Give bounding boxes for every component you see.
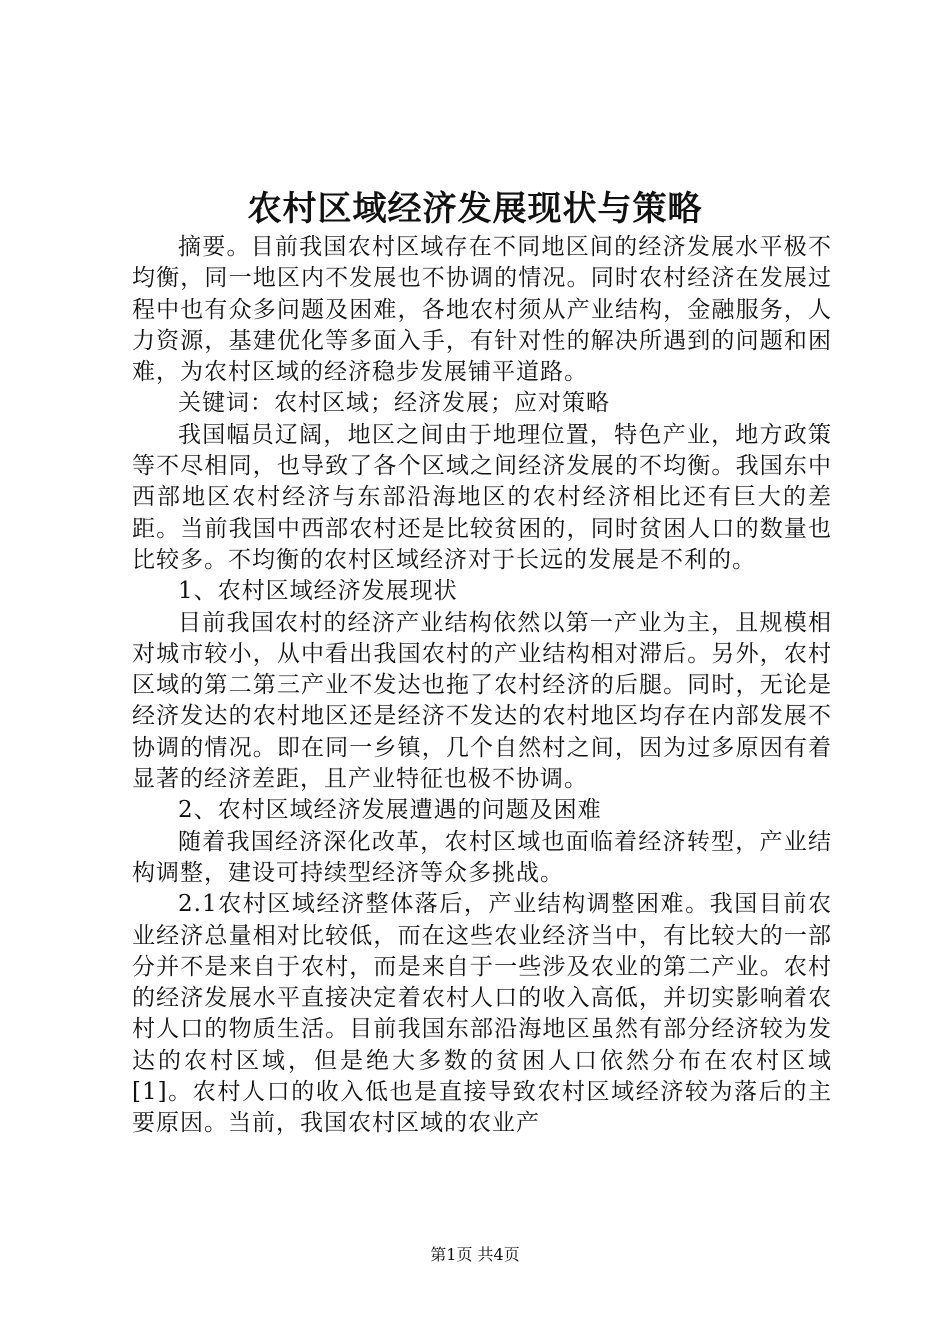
- page-number-footer: 第1页 共4页: [430, 1245, 520, 1264]
- intro-paragraph: 我国幅员辽阔，地区之间由于地理位置，特色产业，地方政策等不尽相同，也导致了各个区域之间经济发展的不均衡。我国东中西部地区农村经济与东部沿海地区的农村经济相比还有巨大的差距。当前我国中西部农村还是比较贫困的，同时贫困人口的数量也比较多。不均衡的农村区域经济对于长远的发展是不利的。: [132, 421, 832, 573]
- subsection-2-1-paragraph: 2.1农村区域经济整体落后，产业结构调整困难。我国目前农业经济总量相对比较低，而在这些农业经济当中，有比较大的一部分并不是来自于农村，而是来自于一些涉及农业的第二产业。农村的经济发展水平直接决定着农村人口的收入高低，并切实影响着农村人口的物质生活。目前我国东部沿海地区虽然有部分经济较为发达的农村区域，但是绝大多数的贫困人口依然分布在农村区域[1]。农村人口的收入低也是直接导致农村区域经济较为落后的主要原因。当前，我国农村区域的农业产: [132, 891, 832, 1137]
- section-1-paragraph: 目前我国农村的经济产业结构依然以第一产业为主，且规模相对城市较小，从中看出我国农村的产业结构相对滞后。另外，农村区域的第二第三产业不发达也拖了农村经济的后腿。同时，无论是经济发达的农村地区还是经济不发达的农村地区均存在内部发展不协调的情况。即在同一乡镇，几个自然村之间，因为过多原因有着显著的经济差距，且产业特征也极不协调。: [132, 609, 832, 793]
- document-title: 农村区域经济发展现状与策略: [247, 189, 703, 229]
- section-heading-2: 2、农村区域经济发展遭遇的问题及困难: [178, 797, 602, 824]
- abstract-paragraph: 摘要。目前我国农村区域存在不同地区间的经济发展水平极不均衡，同一地区内不发展也不协调的情况。同时农村经济在发展过程中也有众多问题及困难，各地农村须从产业结构，金融服务，人力资源，基建优化等多面入手，有针对性的解决所遇到的问题和困难，为农村区域的经济稳步发展铺平道路。: [132, 234, 832, 386]
- section-heading-1: 1、农村区域经济发展现状: [178, 578, 458, 605]
- section-2-paragraph: 随着我国经济深化改革，农村区域也面临着经济转型，产业结构调整，建设可持续型经济等众多挑战。: [132, 828, 832, 886]
- keywords-paragraph: 关键词：农村区域；经济发展；应对策略: [178, 390, 610, 417]
- document-body: [132, 232, 832, 1140]
